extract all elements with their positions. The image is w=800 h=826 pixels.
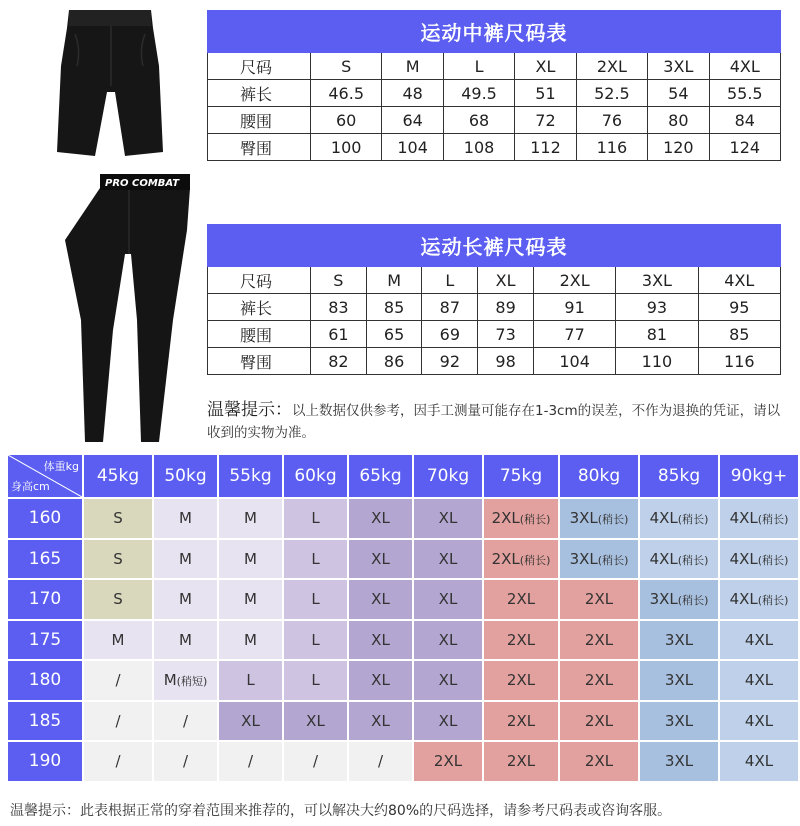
recommended-size: 2XL	[506, 630, 536, 649]
weight-header: 60kg	[284, 455, 347, 497]
recommended-size: XL	[241, 711, 260, 730]
value-cell: 76	[576, 107, 647, 134]
size-cell: M	[366, 267, 422, 294]
recommended-size: L	[311, 549, 320, 568]
size-recommendation-cell	[560, 580, 638, 619]
value-cell: 54	[648, 80, 709, 107]
size-recommendation-cell	[414, 621, 482, 660]
size-recommendation-cell	[484, 499, 558, 538]
recommended-size: XL	[371, 630, 390, 649]
value-cell: 124	[709, 134, 780, 161]
value-cell: 104	[382, 134, 443, 161]
recommended-size: 4XL	[744, 711, 774, 730]
recommended-size: 2XL	[584, 711, 614, 730]
value-cell: 116	[576, 134, 647, 161]
grid-row	[8, 499, 798, 538]
recommended-size: XL	[371, 671, 390, 690]
size-recommendation-cell	[219, 540, 282, 579]
height-label: 185	[8, 702, 82, 741]
size-recommendation-cell	[349, 742, 412, 781]
size-recommendation-cell	[640, 580, 718, 619]
height-label: 170	[8, 580, 82, 619]
grid-row	[8, 702, 798, 741]
row-header: 尺码	[208, 53, 311, 80]
pants-sizes-row	[208, 267, 781, 294]
recommended-size: 4XL	[729, 509, 758, 528]
recommended-size: S	[113, 509, 123, 528]
size-recommendation-cell	[154, 499, 217, 538]
grid-row	[8, 621, 798, 660]
recommended-size: 4XL	[729, 549, 758, 568]
size-recommendation-cell	[720, 540, 798, 579]
measurement-tip	[207, 399, 792, 444]
recommended-size: XL	[371, 711, 390, 730]
grid-header-row	[8, 455, 798, 497]
size-cell: M	[382, 53, 443, 80]
pants-table-title: 运动长裤尺码表	[208, 225, 781, 267]
recommended-size: /	[312, 752, 319, 771]
size-recommendation-cell	[560, 702, 638, 741]
size-recommendation-cell	[84, 742, 152, 781]
tip-text: 以上数据仅供参考，因手工测量可能存在1-3cm的误差，不作为退换的凭证，请以收到的实物为准。	[207, 403, 781, 441]
recommended-size: L	[246, 671, 255, 690]
recommended-size: S	[113, 590, 123, 609]
size-recommendation-cell	[284, 702, 347, 741]
size-note: (稍长)	[757, 513, 789, 527]
size-recommendation-cell	[640, 702, 718, 741]
value-cell: 73	[478, 321, 534, 348]
size-recommendation-cell	[284, 540, 347, 579]
height-label: 190	[8, 742, 82, 781]
value-cell: 89	[478, 294, 534, 321]
recommended-size: 3XL	[649, 590, 678, 609]
recommended-size: 2XL	[584, 630, 614, 649]
recommended-size: 2XL	[584, 590, 614, 609]
size-recommendation-cell	[560, 499, 638, 538]
size-note: (稍长)	[757, 553, 789, 567]
pants-size-table	[207, 224, 781, 375]
recommended-size: XL	[371, 590, 390, 609]
size-recommendation-cell	[720, 580, 798, 619]
recommended-size: 2XL	[506, 671, 536, 690]
value-cell: 104	[533, 348, 615, 375]
value-cell: 85	[698, 321, 780, 348]
size-recommendation-cell	[484, 661, 558, 700]
row-header: 臀围	[208, 134, 311, 161]
size-cell: 4XL	[709, 53, 780, 80]
size-recommendation-cell	[219, 702, 282, 741]
recommended-size: /	[182, 752, 189, 771]
value-cell: 85	[366, 294, 422, 321]
value-cell: 110	[616, 348, 698, 375]
table-row	[208, 134, 781, 161]
weight-header: 85kg	[640, 455, 718, 497]
row-header: 腰围	[208, 107, 311, 134]
pants-waistband-text: PRO COMBAT	[105, 178, 180, 189]
size-note: (稍长)	[677, 513, 709, 527]
recommended-size: 2XL	[584, 752, 614, 771]
recommended-size: XL	[438, 509, 458, 528]
size-recommendation-cell	[414, 499, 482, 538]
recommended-size: S	[113, 549, 123, 568]
value-cell: 92	[422, 348, 478, 375]
value-cell: 108	[443, 134, 514, 161]
size-recommendation-cell	[154, 621, 217, 660]
size-recommendation-cell	[84, 540, 152, 579]
table-row	[208, 107, 781, 134]
size-recommendation-cell	[484, 621, 558, 660]
value-cell: 55.5	[709, 80, 780, 107]
size-cell: S	[311, 267, 367, 294]
value-cell: 80	[648, 107, 709, 134]
value-cell: 116	[698, 348, 780, 375]
recommended-size: /	[115, 752, 121, 771]
recommendation-tip: 温馨提示：此表根据正常的穿着范围来推荐的，可以解决大约80%的尺码选择，请参考尺码表或咨询客服。	[10, 803, 672, 819]
recommended-size: M	[179, 509, 192, 528]
recommended-size: XL	[438, 630, 458, 649]
size-recommendation-cell	[560, 540, 638, 579]
size-recommendation-cell	[640, 499, 718, 538]
size-note: (稍长)	[677, 594, 709, 608]
recommended-size: XL	[438, 590, 458, 609]
value-cell: 60	[311, 107, 382, 134]
size-recommendation-cell	[640, 540, 718, 579]
recommended-size: 3XL	[664, 630, 694, 649]
row-header: 腰围	[208, 321, 311, 348]
value-cell: 84	[709, 107, 780, 134]
recommended-size: XL	[306, 711, 325, 730]
recommended-size: 3XL	[569, 509, 598, 528]
value-cell: 81	[616, 321, 698, 348]
size-recommendation-cell	[219, 499, 282, 538]
size-recommendation-cell	[414, 580, 482, 619]
recommended-size: 4XL	[649, 509, 678, 528]
size-recommendation-cell	[720, 661, 798, 700]
weight-header: 90kg+	[720, 455, 798, 497]
size-recommendation-cell	[154, 540, 217, 579]
value-cell: 48	[382, 80, 443, 107]
size-note: (稍长)	[757, 594, 789, 608]
recommended-size: M	[244, 590, 257, 609]
height-label: 180	[8, 661, 82, 700]
size-recommendation-cell	[640, 621, 718, 660]
size-recommendation-cell	[219, 580, 282, 619]
size-recommendation-cell	[84, 661, 152, 700]
size-recommendation-cell	[219, 661, 282, 700]
recommended-size: L	[311, 671, 320, 690]
size-recommendation-cell	[560, 661, 638, 700]
size-recommendation-cell	[484, 742, 558, 781]
weight-header: 75kg	[484, 455, 558, 497]
size-recommendation-cell	[414, 540, 482, 579]
value-cell: 100	[311, 134, 382, 161]
table-row	[208, 294, 781, 321]
row-header: 臀围	[208, 348, 311, 375]
size-cell: L	[422, 267, 478, 294]
size-note: (稍长)	[519, 553, 551, 567]
size-recommendation-grid	[6, 453, 800, 783]
value-cell: 87	[422, 294, 478, 321]
weight-header: 80kg	[560, 455, 638, 497]
recommended-size: /	[182, 711, 189, 730]
size-recommendation-cell	[284, 742, 347, 781]
size-note: (稍短)	[176, 675, 208, 689]
grid-row	[8, 540, 798, 579]
row-header: 尺码	[208, 267, 311, 294]
shorts-table-title: 运动中裤尺码表	[208, 11, 781, 53]
size-recommendation-cell	[284, 499, 347, 538]
size-recommendation-cell	[84, 702, 152, 741]
size-recommendation-cell	[349, 702, 412, 741]
size-recommendation-cell	[349, 540, 412, 579]
size-recommendation-cell	[284, 661, 347, 700]
recommended-size: M	[111, 630, 125, 649]
corner-height-label: 身高cm	[11, 480, 50, 493]
value-cell: 93	[616, 294, 698, 321]
recommended-size: M	[179, 590, 192, 609]
weight-header: 55kg	[219, 455, 282, 497]
recommended-size: 2XL	[506, 590, 536, 609]
size-cell: 3XL	[616, 267, 698, 294]
size-recommendation-cell	[154, 702, 217, 741]
size-recommendation-cell	[720, 702, 798, 741]
recommended-size: 2XL	[491, 549, 520, 568]
recommended-size: 2XL	[584, 671, 614, 690]
size-recommendation-cell	[154, 661, 217, 700]
shorts-size-table	[207, 10, 781, 161]
recommended-size: 2XL	[433, 752, 463, 771]
value-cell: 51	[515, 80, 576, 107]
size-note: (稍长)	[597, 513, 629, 527]
recommended-size: /	[115, 711, 121, 730]
value-cell: 64	[382, 107, 443, 134]
recommended-size: M	[244, 509, 257, 528]
row-header: 裤长	[208, 294, 311, 321]
size-cell: S	[311, 53, 382, 80]
recommended-size: L	[311, 590, 320, 609]
weight-header: 45kg	[84, 455, 152, 497]
recommended-size: 4XL	[744, 671, 774, 690]
size-recommendation-cell	[349, 621, 412, 660]
size-cell: 2XL	[533, 267, 615, 294]
recommended-size: 3XL	[664, 752, 694, 771]
size-note: (稍长)	[519, 513, 551, 527]
value-cell: 86	[366, 348, 422, 375]
recommended-size: 4XL	[649, 549, 678, 568]
grid-row	[8, 661, 798, 700]
weight-header: 65kg	[349, 455, 412, 497]
recommended-size: L	[311, 509, 320, 528]
row-header: 裤长	[208, 80, 311, 107]
value-cell: 95	[698, 294, 780, 321]
recommended-size: XL	[438, 711, 458, 730]
height-label: 175	[8, 621, 82, 660]
value-cell: 98	[478, 348, 534, 375]
recommended-size: 3XL	[664, 671, 694, 690]
recommended-size: 2XL	[506, 752, 536, 771]
size-recommendation-cell	[219, 742, 282, 781]
size-recommendation-cell	[154, 580, 217, 619]
recommended-size: 4XL	[744, 630, 774, 649]
size-recommendation-cell	[414, 702, 482, 741]
shorts-image	[55, 6, 165, 158]
size-cell: L	[443, 53, 514, 80]
value-cell: 82	[311, 348, 367, 375]
recommended-size: XL	[438, 671, 458, 690]
recommended-size: /	[115, 671, 121, 690]
weight-header: 50kg	[154, 455, 217, 497]
recommended-size: /	[247, 752, 254, 771]
value-cell: 46.5	[311, 80, 382, 107]
value-cell: 69	[422, 321, 478, 348]
size-recommendation-cell	[720, 742, 798, 781]
weight-header: 70kg	[414, 455, 482, 497]
size-recommendation-cell	[484, 580, 558, 619]
table-row	[208, 348, 781, 375]
recommended-size: 2XL	[491, 509, 520, 528]
recommended-size: /	[377, 752, 384, 771]
table-row	[208, 321, 781, 348]
size-recommendation-cell	[484, 540, 558, 579]
recommended-size: M	[179, 630, 192, 649]
size-recommendation-cell	[640, 742, 718, 781]
value-cell: 72	[515, 107, 576, 134]
size-recommendation-cell	[219, 621, 282, 660]
size-recommendation-cell	[414, 661, 482, 700]
height-label: 165	[8, 540, 82, 579]
recommended-size: M	[244, 549, 257, 568]
value-cell: 49.5	[443, 80, 514, 107]
value-cell: 52.5	[576, 80, 647, 107]
size-recommendation-cell	[349, 499, 412, 538]
recommended-size: XL	[438, 549, 458, 568]
table-row	[208, 80, 781, 107]
size-recommendation-cell	[349, 661, 412, 700]
value-cell: 91	[533, 294, 615, 321]
recommended-size: M	[244, 630, 257, 649]
size-recommendation-cell	[154, 742, 217, 781]
recommended-size: L	[311, 630, 320, 649]
size-recommendation-cell	[560, 621, 638, 660]
value-cell: 68	[443, 107, 514, 134]
size-recommendation-cell	[84, 621, 152, 660]
size-recommendation-cell	[84, 499, 152, 538]
tip-lead: 温馨提示：	[207, 400, 292, 420]
height-label: 160	[8, 499, 82, 538]
size-recommendation-cell	[640, 661, 718, 700]
size-recommendation-cell	[560, 742, 638, 781]
recommended-size: 2XL	[506, 711, 536, 730]
size-recommendation-cell	[414, 742, 482, 781]
corner-weight-label: 体重kg	[43, 460, 79, 473]
size-recommendation-cell	[484, 702, 558, 741]
size-cell: XL	[515, 53, 576, 80]
shorts-sizes-row	[208, 53, 781, 80]
size-note: (稍长)	[597, 553, 629, 567]
size-note: (稍长)	[677, 553, 709, 567]
recommended-size: XL	[371, 509, 390, 528]
recommended-size: M	[163, 671, 177, 690]
size-recommendation-cell	[720, 621, 798, 660]
size-cell: 4XL	[698, 267, 780, 294]
value-cell: 65	[366, 321, 422, 348]
recommended-size: 4XL	[744, 752, 774, 771]
grid-row	[8, 742, 798, 781]
size-recommendation-cell	[284, 621, 347, 660]
recommended-size: 4XL	[729, 590, 758, 609]
size-cell: 3XL	[648, 53, 709, 80]
size-recommendation-cell	[349, 580, 412, 619]
value-cell: 61	[311, 321, 367, 348]
value-cell: 83	[311, 294, 367, 321]
size-cell: 2XL	[576, 53, 647, 80]
value-cell: 77	[533, 321, 615, 348]
size-recommendation-cell	[284, 580, 347, 619]
size-cell: XL	[478, 267, 534, 294]
grid-corner	[8, 455, 82, 497]
value-cell: 112	[515, 134, 576, 161]
size-recommendation-cell	[84, 580, 152, 619]
value-cell: 120	[648, 134, 709, 161]
size-recommendation-cell	[720, 499, 798, 538]
recommended-size: 3XL	[569, 549, 598, 568]
grid-row	[8, 580, 798, 619]
recommended-size: M	[179, 549, 192, 568]
recommended-size: 3XL	[664, 711, 694, 730]
recommended-size: XL	[371, 549, 390, 568]
